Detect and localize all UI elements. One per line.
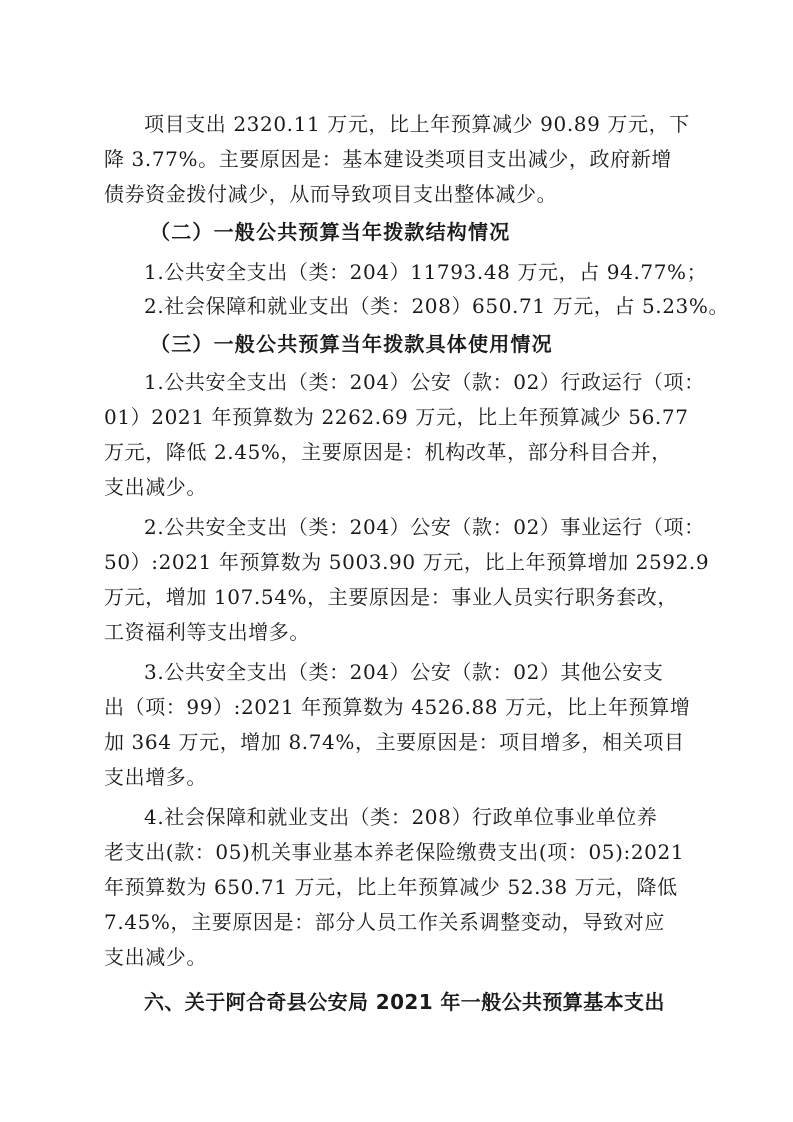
list-item: 1.公共安全支出（类：204）11793.48 万元，占 94.77%； xyxy=(144,260,708,284)
paragraph-line: 万元，增加 107.54%，主要原因是：事业人员实行职务套改， xyxy=(104,585,678,609)
section-heading: 六、关于阿合奇县公安局 2021 年一般公共预算基本支出 xyxy=(144,990,665,1014)
paragraph-line: 万元，降低 2.45%，主要原因是：机构改革，部分科目合并， xyxy=(104,440,672,464)
paragraph-line: 1.公共安全支出（类：204）公安（款：02）行政运行（项： xyxy=(144,370,705,394)
paragraph-line: 出（项：99）:2021 年预算数为 4526.88 万元，比上年预算增 xyxy=(104,695,691,719)
paragraph-line: 支出增多。 xyxy=(104,765,207,789)
subsection-heading: （二）一般公共预算当年拨款结构情况 xyxy=(150,220,511,244)
paragraph-line: 01）2021 年预算数为 2262.69 万元，比上年预算减少 56.77 xyxy=(104,405,689,429)
paragraph-line: 3.公共安全支出（类：204）公安（款：02）其他公安支 xyxy=(144,660,664,684)
paragraph-line: 支出减少。 xyxy=(104,945,207,969)
paragraph-line: 老支出(款：05)机关事业基本养老保险缴费支出(项：05):2021 xyxy=(104,840,685,864)
paragraph-line: 年预算数为 650.71 万元，比上年预算减少 52.38 万元，降低 xyxy=(104,875,678,899)
paragraph-line: 债券资金拨付减少，从而导致项目支出整体减少。 xyxy=(104,182,558,206)
paragraph-line: 工资福利等支出增多。 xyxy=(104,620,310,644)
paragraph-line: 项目支出 2320.11 万元，比上年预算减少 90.89 万元，下 xyxy=(144,112,690,136)
paragraph-line: 加 364 万元，增加 8.74%，主要原因是：项目增多，相关项目 xyxy=(104,730,685,754)
list-item: 2.社会保障和就业支出（类：208）650.71 万元，占 5.23%。 xyxy=(144,294,730,318)
paragraph-line: 2.公共安全支出（类：204）公安（款：02）事业运行（项： xyxy=(144,515,705,539)
paragraph-line: 4.社会保障和就业支出（类：208）行政单位事业单位养 xyxy=(144,805,658,829)
paragraph-line: 降 3.77%。主要原因是：基本建设类项目支出减少，政府新增 xyxy=(104,147,672,171)
paragraph-line: 支出减少。 xyxy=(104,475,207,499)
paragraph-line: 50）:2021 年预算数为 5003.90 万元，比上年预算增加 2592.9 xyxy=(104,550,710,574)
subsection-heading: （三）一般公共预算当年拨款具体使用情况 xyxy=(150,332,553,356)
paragraph-line: 7.45%，主要原因是：部分人员工作关系调整变动，导致对应 xyxy=(104,910,665,934)
